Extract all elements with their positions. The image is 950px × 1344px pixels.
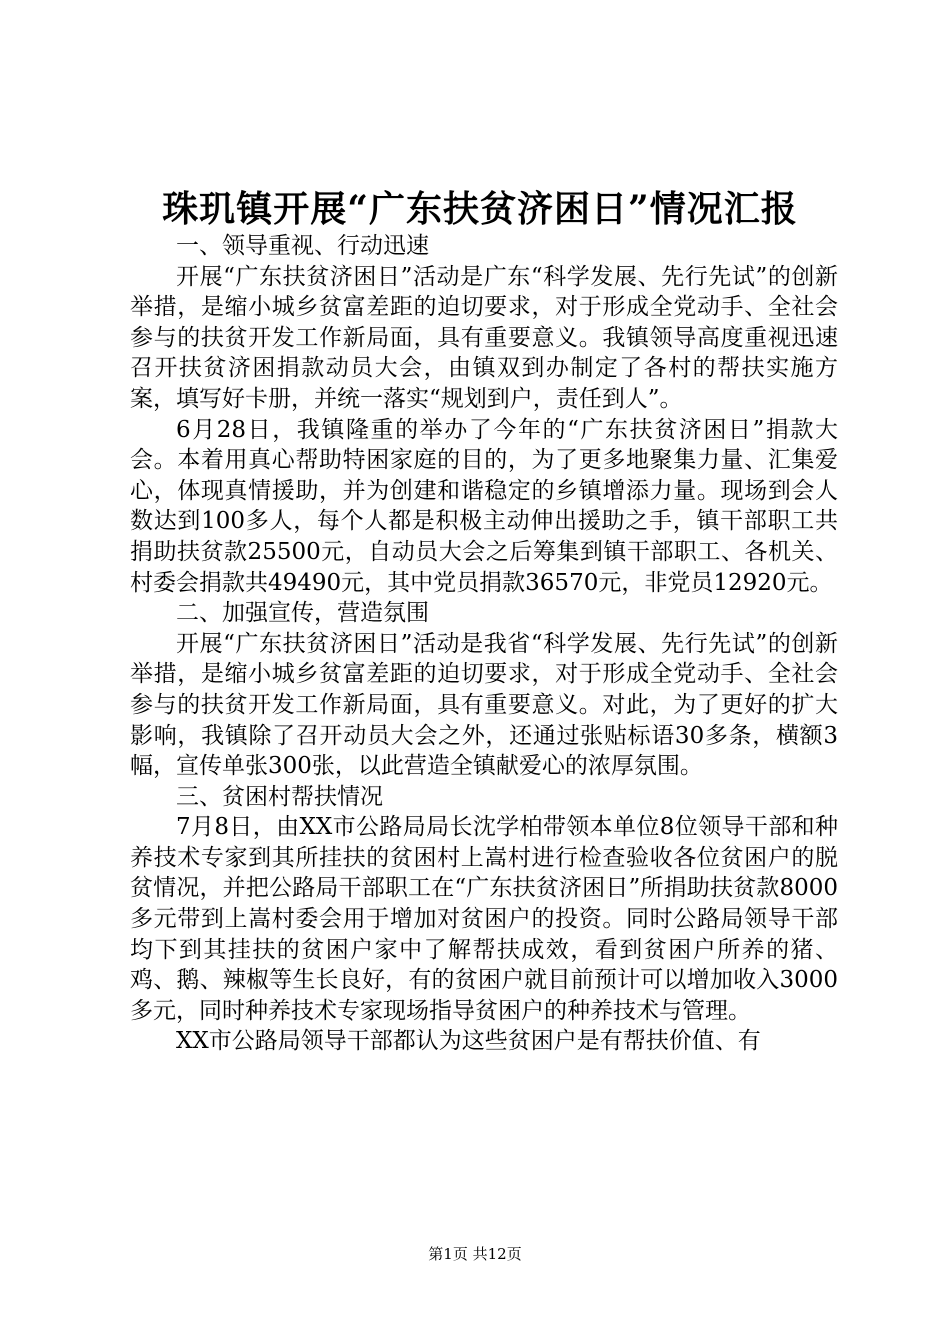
paragraph-4: 7月8日，由XX市公路局局长沈学柏带领本单位8位领导干部和种养技术专家到其所挂扶的贫困村上嵩村进行检查验收各位贫困户的脱贫情况，并把公路局干部职工在“广东扶贫济困日”所捐助扶贫款8000多元带到上嵩村委会用于增加对贫困户的投资。同时公路局领导干部均下到其挂扶的贫困户家中了解帮扶成效，看到贫困户所养的猪、鸡、鹅、辣椒等生长良好，有的贫困户就目前预计可以增加收入3000多元，同时种养技术专家现场指导贫困户的种养技术与管理。 bbox=[130, 814, 838, 1024]
section-heading-3: 三、贫困村帮扶情况 bbox=[176, 783, 383, 810]
document-body bbox=[130, 231, 838, 1057]
section-heading-2: 二、加强宣传，营造氛围 bbox=[176, 600, 429, 627]
section-heading-1: 一、领导重视、行动迅速 bbox=[176, 233, 429, 259]
document-title: 珠玑镇开展“广东扶贫济困日”情况汇报 bbox=[162, 188, 798, 230]
paragraph-3: 开展“广东扶贫济困日”活动是我省“科学发展、先行先试”的创新举措，是缩小城乡贫富差距的迫切要求，对于形成全党动手、全社会参与的扶贫开发工作新局面，具有重要意义。对此，为了更好的扩大影响，我镇除了召开动员大会之外，还通过张贴标语30多条，横额3幅，宣传单张300张，以此营造全镇献爱心的浓厚氛围。 bbox=[130, 630, 838, 780]
page-footer: 第1页 共12页 bbox=[428, 1245, 522, 1263]
paragraph-2: 6月28日，我镇隆重的举办了今年的“广东扶贫济困日”捐款大会。本着用真心帮助特困家庭的目的，为了更多地聚集力量、汇集爱心，体现真情援助，并为创建和谐稳定的乡镇增添力量。现场到会人数达到100多人，每个人都是积极主动伸出援助之手，镇干部职工共捐助扶贫款25500元，自动员大会之后筹集到镇干部职工、各机关、村委会捐款共49490元，其中党员捐款36570元，非党员12920元。 bbox=[130, 416, 838, 596]
paragraph-5: XX市公路局领导干部都认为这些贫困户是有帮扶价值、有 bbox=[176, 1028, 761, 1055]
paragraph-1: 开展“广东扶贫济困日”活动是广东“科学发展、先行先试”的创新举措，是缩小城乡贫富差距的迫切要求，对于形成全党动手、全社会参与的扶贫开发工作新局面，具有重要意义。我镇领导高度重视迅速召开扶贫济困捐款动员大会，由镇双到办制定了各村的帮扶实施方案，填写好卡册，并统一落实“规划到户，责任到人”。 bbox=[130, 263, 838, 412]
